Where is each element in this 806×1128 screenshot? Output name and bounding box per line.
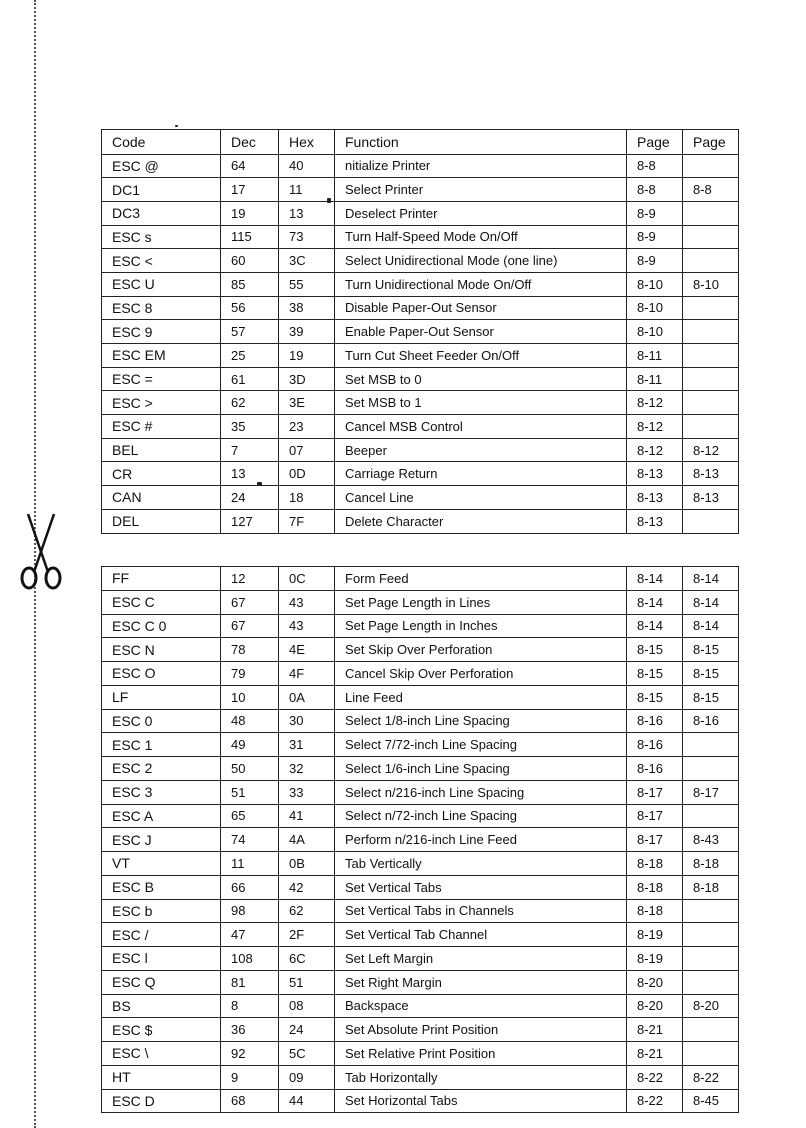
table-row [102, 201, 739, 225]
cell-code: BS [102, 994, 221, 1018]
cell-code: ESC A [102, 804, 221, 828]
cell-dec: 24 [221, 486, 279, 510]
cell-code: ESC C 0 [102, 614, 221, 638]
cell-hex: 0B [279, 852, 335, 876]
cell-dec: 10 [221, 685, 279, 709]
cell-dec: 9 [221, 1065, 279, 1089]
cell-page-secondary: 8-14 [683, 567, 739, 591]
cell-function: Set Skip Over Perforation [335, 638, 627, 662]
cell-function: Set Right Margin [335, 970, 627, 994]
cell-code: ESC $ [102, 1018, 221, 1042]
cell-page: 8-9 [627, 225, 683, 249]
cell-dec: 60 [221, 249, 279, 273]
cell-hex: 0C [279, 567, 335, 591]
cell-code: DEL [102, 509, 221, 533]
cell-dec: 50 [221, 757, 279, 781]
cell-code: DC1 [102, 178, 221, 202]
cell-function: Cancel MSB Control [335, 415, 627, 439]
cell-dec: 12 [221, 567, 279, 591]
cell-page: 8-16 [627, 757, 683, 781]
cell-page-secondary: 8-14 [683, 614, 739, 638]
cell-page: 8-10 [627, 296, 683, 320]
cell-page: 8-15 [627, 685, 683, 709]
cell-function: Beeper [335, 438, 627, 462]
cell-page-secondary [683, 970, 739, 994]
cell-page-secondary: 8-13 [683, 486, 739, 510]
cell-function: Backspace [335, 994, 627, 1018]
table-row [102, 994, 739, 1018]
cell-page-secondary [683, 1018, 739, 1042]
cell-page-secondary [683, 201, 739, 225]
table-row [102, 662, 739, 686]
cell-hex: 08 [279, 994, 335, 1018]
cell-function: Select n/72-inch Line Spacing [335, 804, 627, 828]
cell-page: 8-17 [627, 780, 683, 804]
table-row [102, 178, 739, 202]
cell-page-secondary: 8-15 [683, 638, 739, 662]
cell-hex: 33 [279, 780, 335, 804]
table-row [102, 367, 739, 391]
table-row [102, 1018, 739, 1042]
cell-function: Tab Horizontally [335, 1065, 627, 1089]
table-row [102, 154, 739, 178]
cell-code: ESC U [102, 272, 221, 296]
header-code: Code [102, 130, 221, 155]
cell-hex: 0A [279, 685, 335, 709]
cell-code: ESC 8 [102, 296, 221, 320]
cell-dec: 67 [221, 614, 279, 638]
table-header-row [102, 130, 739, 155]
cell-page: 8-21 [627, 1018, 683, 1042]
cell-page: 8-20 [627, 994, 683, 1018]
cell-dec: 7 [221, 438, 279, 462]
cell-page-secondary [683, 344, 739, 368]
cell-dec: 57 [221, 320, 279, 344]
cell-code: VT [102, 852, 221, 876]
print-speck [175, 125, 178, 127]
cell-hex: 39 [279, 320, 335, 344]
cell-hex: 41 [279, 804, 335, 828]
cell-function: Select n/216-inch Line Spacing [335, 780, 627, 804]
cell-function: Delete Character [335, 509, 627, 533]
cell-page: 8-21 [627, 1042, 683, 1066]
cell-hex: 2F [279, 923, 335, 947]
cell-function: Cancel Line [335, 486, 627, 510]
cell-code: HT [102, 1065, 221, 1089]
cell-dec: 127 [221, 509, 279, 533]
table-row [102, 320, 739, 344]
cell-page-secondary: 8-15 [683, 685, 739, 709]
cell-code: ESC s [102, 225, 221, 249]
cell-dec: 79 [221, 662, 279, 686]
cell-dec: 11 [221, 852, 279, 876]
cell-page: 8-8 [627, 154, 683, 178]
cell-hex: 51 [279, 970, 335, 994]
cell-dec: 25 [221, 344, 279, 368]
cell-page-secondary: 8-8 [683, 178, 739, 202]
table-row [102, 486, 739, 510]
cell-dec: 92 [221, 1042, 279, 1066]
cell-function: Select 7/72-inch Line Spacing [335, 733, 627, 757]
cell-function: Set Absolute Print Position [335, 1018, 627, 1042]
table-row [102, 1042, 739, 1066]
table-row [102, 733, 739, 757]
cell-page-secondary [683, 899, 739, 923]
cell-dec: 36 [221, 1018, 279, 1042]
cell-code: FF [102, 567, 221, 591]
cell-function: Select Printer [335, 178, 627, 202]
cell-page: 8-10 [627, 272, 683, 296]
cell-dec: 64 [221, 154, 279, 178]
cell-hex: 19 [279, 344, 335, 368]
cell-page: 8-22 [627, 1089, 683, 1113]
cell-page-secondary [683, 320, 739, 344]
cell-hex: 38 [279, 296, 335, 320]
table-row [102, 567, 739, 591]
cell-code: ESC @ [102, 154, 221, 178]
cell-function: Set Vertical Tabs [335, 875, 627, 899]
cell-hex: 55 [279, 272, 335, 296]
cell-code: ESC EM [102, 344, 221, 368]
cell-page-secondary: 8-43 [683, 828, 739, 852]
cell-page-secondary: 8-22 [683, 1065, 739, 1089]
cell-function: Select 1/6-inch Line Spacing [335, 757, 627, 781]
cell-function: Set Page Length in Lines [335, 590, 627, 614]
header-page: Page [627, 130, 683, 155]
cell-page-secondary [683, 1042, 739, 1066]
cell-page-secondary: 8-18 [683, 875, 739, 899]
cell-page: 8-22 [627, 1065, 683, 1089]
cell-function: Deselect Printer [335, 201, 627, 225]
cell-page: 8-9 [627, 249, 683, 273]
cell-page: 8-19 [627, 947, 683, 971]
cell-page-secondary [683, 804, 739, 828]
table-row [102, 780, 739, 804]
cell-page-secondary [683, 733, 739, 757]
cell-code: ESC / [102, 923, 221, 947]
cell-page: 8-13 [627, 509, 683, 533]
cell-function: Set MSB to 0 [335, 367, 627, 391]
cell-hex: 13 [279, 201, 335, 225]
table-row [102, 614, 739, 638]
cell-code: ESC \ [102, 1042, 221, 1066]
cell-function: Set Vertical Tab Channel [335, 923, 627, 947]
cell-page: 8-16 [627, 733, 683, 757]
scissors-icon [16, 512, 66, 592]
cell-hex: 3C [279, 249, 335, 273]
cell-function: nitialize Printer [335, 154, 627, 178]
table-row [102, 438, 739, 462]
cell-function: Set Relative Print Position [335, 1042, 627, 1066]
cell-dec: 68 [221, 1089, 279, 1113]
cell-hex: 73 [279, 225, 335, 249]
cell-hex: 4E [279, 638, 335, 662]
table-row [102, 709, 739, 733]
cell-page: 8-13 [627, 486, 683, 510]
cell-function: Turn Unidirectional Mode On/Off [335, 272, 627, 296]
cell-page-secondary: 8-45 [683, 1089, 739, 1113]
cell-page: 8-10 [627, 320, 683, 344]
cell-code: ESC D [102, 1089, 221, 1113]
cell-page-secondary [683, 415, 739, 439]
header-dec: Dec [221, 130, 279, 155]
cell-code: CR [102, 462, 221, 486]
header-page-secondary: Page [683, 130, 739, 155]
table-row [102, 296, 739, 320]
cell-function: Set Page Length in Inches [335, 614, 627, 638]
table-row [102, 685, 739, 709]
cell-page: 8-11 [627, 344, 683, 368]
table-row [102, 923, 739, 947]
cell-dec: 49 [221, 733, 279, 757]
cell-dec: 98 [221, 899, 279, 923]
cell-page-secondary [683, 509, 739, 533]
cell-code: ESC 2 [102, 757, 221, 781]
cell-dec: 13 [221, 462, 279, 486]
table-row [102, 970, 739, 994]
cell-code: ESC < [102, 249, 221, 273]
table-row [102, 509, 739, 533]
table-row [102, 1089, 739, 1113]
cell-hex: 31 [279, 733, 335, 757]
cell-dec: 67 [221, 590, 279, 614]
cell-page: 8-18 [627, 852, 683, 876]
cell-code: ESC > [102, 391, 221, 415]
cell-code: ESC O [102, 662, 221, 686]
cell-function: Line Feed [335, 685, 627, 709]
cell-dec: 35 [221, 415, 279, 439]
cell-page: 8-17 [627, 804, 683, 828]
cell-page: 8-13 [627, 462, 683, 486]
cell-hex: 5C [279, 1042, 335, 1066]
cell-page-secondary: 8-13 [683, 462, 739, 486]
cell-dec: 108 [221, 947, 279, 971]
cell-page: 8-17 [627, 828, 683, 852]
cell-page-secondary: 8-12 [683, 438, 739, 462]
table-row [102, 947, 739, 971]
cell-page-secondary: 8-17 [683, 780, 739, 804]
cell-hex: 3E [279, 391, 335, 415]
table-row [102, 590, 739, 614]
cell-dec: 48 [221, 709, 279, 733]
command-table-1 [101, 129, 739, 534]
table-row [102, 1065, 739, 1089]
cell-hex: 11 [279, 178, 335, 202]
cell-page: 8-9 [627, 201, 683, 225]
table-row [102, 225, 739, 249]
cell-hex: 43 [279, 590, 335, 614]
cell-page-secondary [683, 154, 739, 178]
cell-code: ESC l [102, 947, 221, 971]
cell-hex: 6C [279, 947, 335, 971]
cell-code: ESC = [102, 367, 221, 391]
cell-page-secondary [683, 923, 739, 947]
cell-function: Perform n/216-inch Line Feed [335, 828, 627, 852]
cell-page: 8-14 [627, 590, 683, 614]
cell-code: ESC 1 [102, 733, 221, 757]
cell-code: ESC 9 [102, 320, 221, 344]
cell-function: Set MSB to 1 [335, 391, 627, 415]
cell-code: DC3 [102, 201, 221, 225]
cell-function: Cancel Skip Over Perforation [335, 662, 627, 686]
cell-dec: 47 [221, 923, 279, 947]
cell-code: ESC J [102, 828, 221, 852]
cell-function: Set Horizontal Tabs [335, 1089, 627, 1113]
cell-hex: 40 [279, 154, 335, 178]
header-function: Function [335, 130, 627, 155]
table-row [102, 852, 739, 876]
cell-hex: 7F [279, 509, 335, 533]
cell-function: Form Feed [335, 567, 627, 591]
cell-page-secondary [683, 296, 739, 320]
table-row [102, 875, 739, 899]
cell-dec: 61 [221, 367, 279, 391]
cell-page-secondary [683, 367, 739, 391]
cell-function: Select 1/8-inch Line Spacing [335, 709, 627, 733]
cell-code: ESC C [102, 590, 221, 614]
cell-page: 8-12 [627, 438, 683, 462]
table-row [102, 415, 739, 439]
cell-dec: 19 [221, 201, 279, 225]
cell-dec: 8 [221, 994, 279, 1018]
cell-hex: 30 [279, 709, 335, 733]
table-row [102, 249, 739, 273]
cell-page-secondary: 8-16 [683, 709, 739, 733]
cell-code: LF [102, 685, 221, 709]
cell-dec: 74 [221, 828, 279, 852]
cell-function: Carriage Return [335, 462, 627, 486]
table-row [102, 804, 739, 828]
cell-dec: 56 [221, 296, 279, 320]
cell-page: 8-15 [627, 638, 683, 662]
cell-page: 8-16 [627, 709, 683, 733]
cell-hex: 07 [279, 438, 335, 462]
cell-function: Disable Paper-Out Sensor [335, 296, 627, 320]
cell-page-secondary [683, 757, 739, 781]
cell-code: ESC b [102, 899, 221, 923]
cell-dec: 17 [221, 178, 279, 202]
cell-code: ESC Q [102, 970, 221, 994]
cell-code: ESC # [102, 415, 221, 439]
table-row [102, 272, 739, 296]
cell-code: ESC B [102, 875, 221, 899]
cell-code: CAN [102, 486, 221, 510]
cell-hex: 23 [279, 415, 335, 439]
cell-code: ESC N [102, 638, 221, 662]
table-row [102, 828, 739, 852]
cell-page-secondary [683, 947, 739, 971]
cell-hex: 62 [279, 899, 335, 923]
cell-page-secondary: 8-18 [683, 852, 739, 876]
cell-page: 8-11 [627, 367, 683, 391]
cell-hex: 42 [279, 875, 335, 899]
table-row [102, 899, 739, 923]
cell-function: Select Unidirectional Mode (one line) [335, 249, 627, 273]
table-row [102, 638, 739, 662]
cell-page: 8-20 [627, 970, 683, 994]
cell-function: Tab Vertically [335, 852, 627, 876]
cell-page: 8-12 [627, 391, 683, 415]
cell-page: 8-12 [627, 415, 683, 439]
cell-hex: 4A [279, 828, 335, 852]
table-row [102, 757, 739, 781]
cell-hex: 3D [279, 367, 335, 391]
cell-page: 8-15 [627, 662, 683, 686]
cell-page: 8-18 [627, 899, 683, 923]
cell-dec: 66 [221, 875, 279, 899]
cell-hex: 44 [279, 1089, 335, 1113]
cell-page: 8-8 [627, 178, 683, 202]
cell-hex: 18 [279, 486, 335, 510]
cell-hex: 4F [279, 662, 335, 686]
cell-page-secondary: 8-14 [683, 590, 739, 614]
cell-page-secondary [683, 225, 739, 249]
cell-dec: 65 [221, 804, 279, 828]
cell-page-secondary: 8-15 [683, 662, 739, 686]
table-row [102, 391, 739, 415]
cell-function: Turn Half-Speed Mode On/Off [335, 225, 627, 249]
cell-code: ESC 3 [102, 780, 221, 804]
cell-function: Set Left Margin [335, 947, 627, 971]
cell-dec: 85 [221, 272, 279, 296]
command-table-2 [101, 566, 739, 1113]
cell-page: 8-19 [627, 923, 683, 947]
cell-function: Enable Paper-Out Sensor [335, 320, 627, 344]
cell-page-secondary [683, 391, 739, 415]
cell-function: Turn Cut Sheet Feeder On/Off [335, 344, 627, 368]
cell-page: 8-14 [627, 614, 683, 638]
cell-hex: 0D [279, 462, 335, 486]
cell-dec: 81 [221, 970, 279, 994]
cell-dec: 78 [221, 638, 279, 662]
cell-page-secondary: 8-20 [683, 994, 739, 1018]
cell-page-secondary [683, 249, 739, 273]
cell-code: BEL [102, 438, 221, 462]
cell-page: 8-14 [627, 567, 683, 591]
cell-dec: 62 [221, 391, 279, 415]
cell-code: ESC 0 [102, 709, 221, 733]
cell-page-secondary: 8-10 [683, 272, 739, 296]
cell-dec: 51 [221, 780, 279, 804]
table-row [102, 344, 739, 368]
table-row [102, 462, 739, 486]
header-hex: Hex [279, 130, 335, 155]
cell-hex: 24 [279, 1018, 335, 1042]
cell-hex: 09 [279, 1065, 335, 1089]
cell-hex: 43 [279, 614, 335, 638]
cell-page: 8-18 [627, 875, 683, 899]
cell-function: Set Vertical Tabs in Channels [335, 899, 627, 923]
cell-dec: 115 [221, 225, 279, 249]
cell-hex: 32 [279, 757, 335, 781]
